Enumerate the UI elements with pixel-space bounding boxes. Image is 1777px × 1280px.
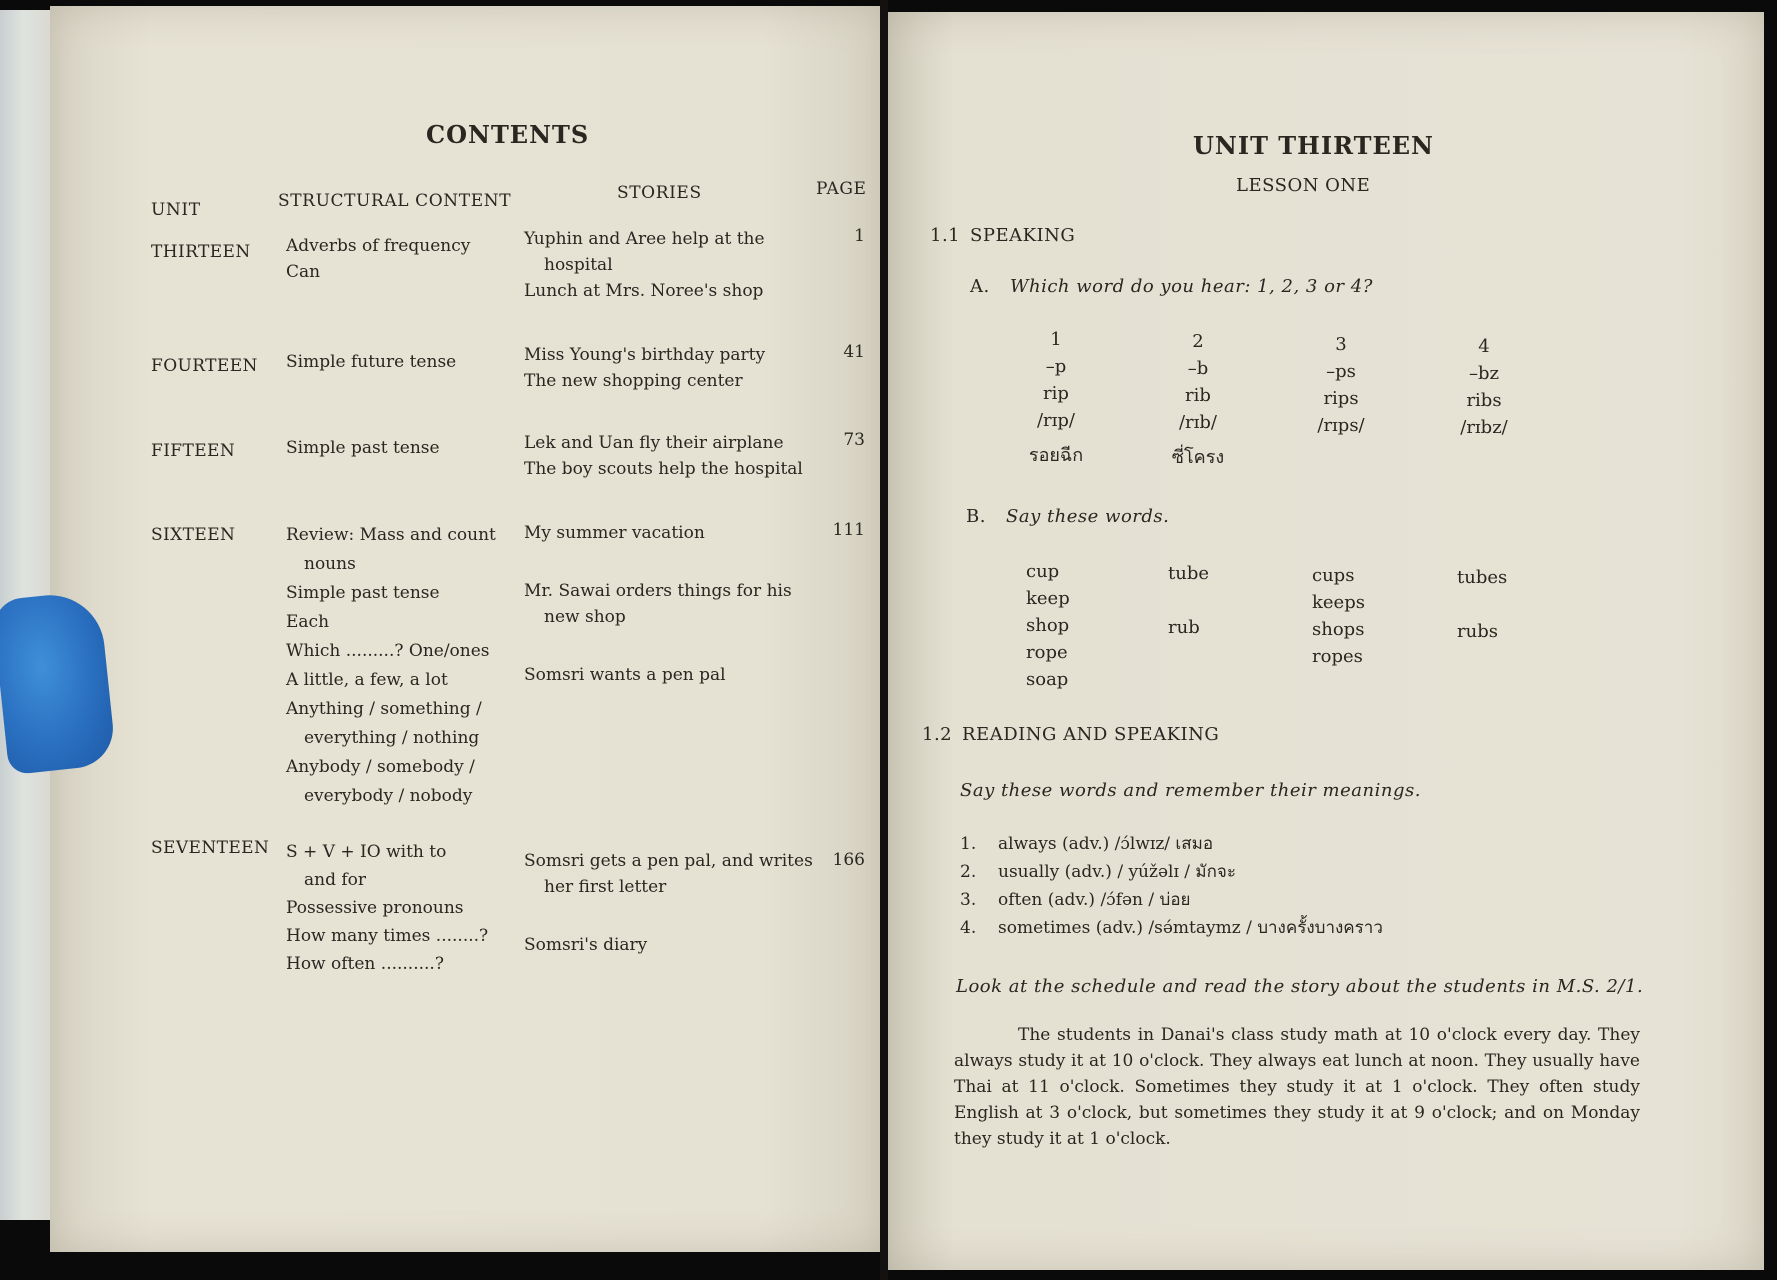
- ipa: /rɪps/: [1317, 415, 1365, 436]
- structure-line: A little, a few, a lot: [286, 670, 448, 690]
- structure-line: S + V + IO with to: [286, 842, 447, 862]
- structure-line: Simple past tense: [286, 583, 440, 603]
- header-unit: UNIT: [151, 200, 201, 220]
- structure-line: Can: [286, 262, 321, 282]
- book-spine: [880, 0, 888, 1280]
- stories: [524, 226, 765, 304]
- word: ribs: [1466, 390, 1502, 411]
- structure-line: Each: [286, 612, 330, 632]
- vocab-text: always (adv.) /ɔ́lwɪz/ เสมอ: [998, 834, 1214, 854]
- word: tube: [1168, 563, 1210, 584]
- page-number: 73: [843, 430, 865, 450]
- unit-name: FIFTEEN: [151, 441, 236, 461]
- word: [1457, 591, 1507, 618]
- structural-content: [286, 435, 440, 461]
- part-letter: A.: [970, 276, 990, 297]
- structure-line: Anybody / somebody /: [286, 757, 475, 777]
- structure-line: How many times ........?: [286, 926, 489, 946]
- stories: [524, 520, 792, 688]
- structure-line: Possessive pronouns: [286, 898, 464, 918]
- word: rubs: [1457, 621, 1498, 642]
- column-number: 2: [1192, 331, 1204, 352]
- vocab-text: sometimes (adv.) /sə́mtaymz / บางครั้งบางคราว: [998, 918, 1383, 938]
- part-instruction: Which word do you hear: 1, 2, 3 or 4?: [1010, 276, 1373, 297]
- structure-line: nouns: [304, 554, 356, 574]
- part-instruction: Say these words.: [1006, 506, 1170, 527]
- structural-content: [286, 521, 496, 811]
- word: soap: [1026, 669, 1069, 690]
- contents-title: CONTENTS: [426, 120, 590, 149]
- stories: [524, 430, 803, 482]
- story-line: Somsri's diary: [524, 935, 648, 955]
- story-line: Lek and Uan fly their airplane: [524, 433, 784, 453]
- story-paragraph: The students in Danai's class study math at 10 o'clock every day. They always study it at 10 o'clock. They always eat lunch at noon. They usually have Thai at 11 o'clock. Sometimes they study it at 1 o'clock. They often study English at 3 o'clock, but sometimes they study it at 9 o'clock; and on Monday they study it at 1 o'clock.: [954, 1025, 1640, 1149]
- structure-line: Simple future tense: [286, 352, 457, 372]
- word: cups: [1312, 565, 1355, 586]
- word-column: [1312, 562, 1365, 670]
- ipa: /rɪp/: [1036, 410, 1075, 431]
- story-line: Miss Young's birthday party: [524, 345, 766, 365]
- word: tubes: [1457, 567, 1508, 588]
- story-line: The boy scouts help the hospital: [524, 459, 803, 479]
- word: ropes: [1312, 646, 1363, 667]
- unit-name: FOURTEEN: [151, 356, 258, 376]
- sound-column: [1281, 331, 1401, 439]
- story-line: new shop: [544, 607, 626, 627]
- thai-meaning: ซี่โครง: [1171, 447, 1225, 468]
- ending: –b: [1187, 358, 1209, 379]
- section-number: 1.1: [930, 225, 961, 246]
- structural-content: [286, 838, 488, 978]
- vocab-item: [960, 858, 1383, 886]
- vocab-number: 3.: [960, 890, 977, 910]
- story-line: My summer vacation: [524, 523, 705, 543]
- unit-name: SIXTEEN: [151, 525, 236, 545]
- structural-content: [286, 349, 456, 375]
- word: rub: [1168, 617, 1200, 638]
- structure-line: Adverbs of frequency: [286, 236, 471, 256]
- ipa: /rɪb/: [1178, 412, 1217, 433]
- ending: –ps: [1326, 361, 1356, 382]
- vocab-number: 2.: [960, 862, 977, 882]
- column-number: 3: [1335, 334, 1347, 355]
- word: keeps: [1312, 592, 1365, 613]
- instruction-look: Look at the schedule and read the story about the students in M.S. 2/1.: [956, 976, 1644, 997]
- structural-content: [286, 233, 470, 285]
- word: shops: [1312, 619, 1365, 640]
- structure-line: everything / nothing: [304, 728, 480, 748]
- word: rip: [1043, 383, 1069, 404]
- story-line: hospital: [544, 255, 613, 275]
- page-number: 1: [854, 226, 865, 246]
- story-line: Mr. Sawai orders things for his: [524, 581, 792, 601]
- sound-column: [1424, 333, 1544, 441]
- structure-line: Simple past tense: [286, 438, 440, 458]
- vocabulary-list: [960, 830, 1383, 942]
- vocab-item: [960, 830, 1383, 858]
- section-number: 1.2: [922, 724, 953, 745]
- column-number: 1: [1050, 329, 1062, 350]
- word-column: [1457, 564, 1507, 645]
- vocab-text: often (adv.) /ɔ́fən / บ่อย: [998, 890, 1191, 910]
- unit-title: UNIT THIRTEEN: [1193, 131, 1434, 160]
- header-stories: STORIES: [617, 183, 702, 203]
- header-page: PAGE: [816, 179, 867, 199]
- section-title: SPEAKING: [970, 225, 1076, 246]
- sound-column: [1138, 328, 1258, 471]
- ending: –bz: [1468, 363, 1499, 384]
- page-number: 166: [832, 850, 865, 870]
- word: rips: [1323, 388, 1359, 409]
- story-line: Somsri gets a pen pal, and writes: [524, 851, 813, 871]
- word: rib: [1185, 385, 1211, 406]
- thai-meaning: รอยฉีก: [1028, 445, 1084, 466]
- word: cup: [1026, 561, 1060, 582]
- structure-line: Anything / something /: [286, 699, 482, 719]
- stories: [524, 848, 813, 958]
- structure-line: How often ..........?: [286, 954, 444, 974]
- vocab-item: [960, 914, 1383, 942]
- word: keep: [1026, 588, 1070, 609]
- structure-line: Which .........? One/ones: [286, 641, 490, 661]
- instruction-remember: Say these words and remember their meanings.: [960, 780, 1421, 801]
- vocab-number: 4.: [960, 918, 977, 938]
- story-line: her first letter: [544, 877, 667, 897]
- story-line: Lunch at Mrs. Noree's shop: [524, 281, 764, 301]
- page-number: 111: [832, 520, 865, 540]
- part-letter: B.: [966, 506, 986, 527]
- sound-column: [996, 326, 1116, 469]
- word: shop: [1026, 615, 1070, 636]
- word: [1168, 587, 1209, 614]
- vocab-number: 1.: [960, 834, 977, 854]
- section-title: READING AND SPEAKING: [962, 724, 1220, 745]
- page-number: 41: [843, 342, 865, 362]
- ipa: /rɪbz/: [1460, 417, 1508, 438]
- header-structural-content: STRUCTURAL CONTENT: [278, 191, 512, 211]
- story-line: The new shopping center: [524, 371, 743, 391]
- word-column: [1026, 558, 1070, 693]
- ending: –p: [1045, 356, 1067, 377]
- story-line: Yuphin and Aree help at the: [524, 229, 765, 249]
- word-column: [1168, 560, 1209, 641]
- story-line: Somsri wants a pen pal: [524, 665, 726, 685]
- structure-line: Review: Mass and count: [286, 525, 496, 545]
- vocab-item: [960, 886, 1383, 914]
- unit-name: SEVENTEEN: [151, 838, 270, 858]
- structure-line: and for: [304, 870, 367, 890]
- vocab-text: usually (adv.) / yúžəlɪ / มักจะ: [998, 862, 1237, 882]
- word: rope: [1026, 642, 1068, 663]
- stories: [524, 342, 765, 394]
- unit-name: THIRTEEN: [151, 242, 251, 262]
- column-number: 4: [1478, 336, 1490, 357]
- lesson-title: LESSON ONE: [1236, 175, 1371, 196]
- structure-line: everybody / nobody: [304, 786, 473, 806]
